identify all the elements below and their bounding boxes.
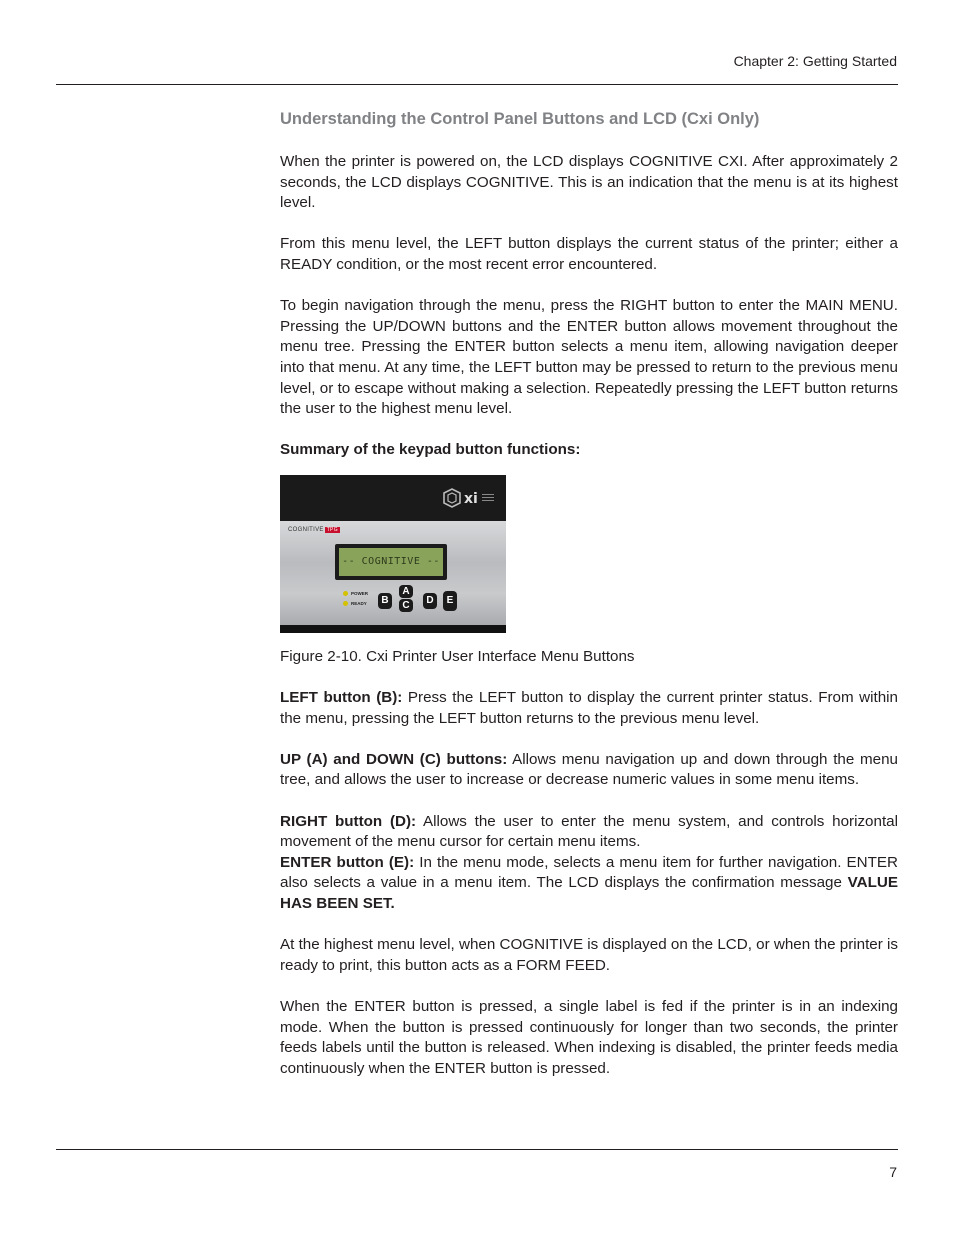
lcd-screen: -- COGNITIVE -- (339, 548, 443, 576)
up-key-a[interactable]: A (399, 585, 413, 598)
main-content (280, 108, 898, 1079)
panel-body (280, 521, 506, 625)
ready-led-icon (343, 601, 348, 606)
footer-rule (56, 1149, 898, 1150)
brand-mark: COGNITIVE TPG (288, 526, 338, 533)
page-number: 7 (889, 1164, 897, 1180)
xi-logo-icon (442, 487, 496, 509)
section-heading: Understanding the Control Panel Buttons and LCD (Cxi Only) (280, 110, 760, 128)
svg-text:xi: xi (464, 490, 478, 507)
intro-paragraph: When the printer is powered on, the LCD displays COGNITIVE CXI. After approximately 2 seconds, the LCD displays COGNITIVE. This is an indication that the menu is at its highest level. (280, 153, 898, 212)
header-rule (56, 84, 898, 85)
indexing-paragraph: When the ENTER button is pressed, a single label is fed if the printer is in an indexing mode. When the button is pressed continuously for longer than two seconds, the printer feeds labels until the button is released. When indexing is disabled, the printer feeds media continuously when the ENTER button is pressed. (280, 998, 898, 1077)
updown-button-description: UP (A) and DOWN (C) buttons: Allows menu navigation up and down through the menu tree, and allows the user to increase or decrease numeric values in some menu items. (280, 750, 898, 789)
ready-label: READY (351, 600, 367, 606)
left-button-description: LEFT button (B): Press the LEFT button to display the current printer status. From within the menu, pressing the LEFT button returns to the previous menu level. (280, 689, 899, 727)
panel-top-bar (280, 475, 506, 521)
right-key-d[interactable]: D (423, 593, 437, 609)
down-key-c[interactable]: C (399, 599, 413, 612)
power-label: POWER (351, 590, 369, 596)
panel-bottom-bar (280, 625, 506, 633)
power-led-icon (343, 591, 348, 596)
form-feed-paragraph: At the highest menu level, when COGNITIVE is displayed on the LCD, or when the printer is ready to print, this button acts as a FORM FEED. (280, 936, 898, 974)
right-button-description: RIGHT button (D): Allows the user to enter the menu system, and controls horizontal movement of the menu cursor for certain menu items. (280, 812, 898, 851)
menu-level-paragraph: From this menu level, the LEFT button displays the current status of the printer; either a READY condition, or the most recent error encountered. (280, 235, 898, 273)
control-panel-figure (280, 475, 506, 633)
running-header: Chapter 2: Getting Started (733, 53, 897, 69)
lcd-display (335, 544, 447, 580)
enter-key-e[interactable]: E (443, 591, 457, 611)
summary-heading: Summary of the keypad button functions: (280, 441, 581, 459)
left-key-b[interactable]: B (378, 593, 392, 609)
enter-button-description: ENTER button (E): In the menu mode, selects a menu item for further navigation. ENTER also selects a value in a menu item. The LCD displays the confirmation message VALUE HAS BEEN SET. (280, 853, 898, 913)
figure-caption: Figure 2-10. Cxi Printer User Interface Menu Buttons (280, 647, 635, 665)
navigation-paragraph: To begin navigation through the menu, press the RIGHT button to enter the MAIN MENU. Pressing the UP/DOWN buttons and the ENTER button allows movement throughout the menu tree. Pressing the ENTER button selects a menu item, allowing navigation deeper into that menu. At any time, the LEFT button may be pressed to return to the previous menu level, or to escape without making a selection. Repeatedly pressing the LEFT button returns the user to the highest menu level. (280, 297, 898, 418)
